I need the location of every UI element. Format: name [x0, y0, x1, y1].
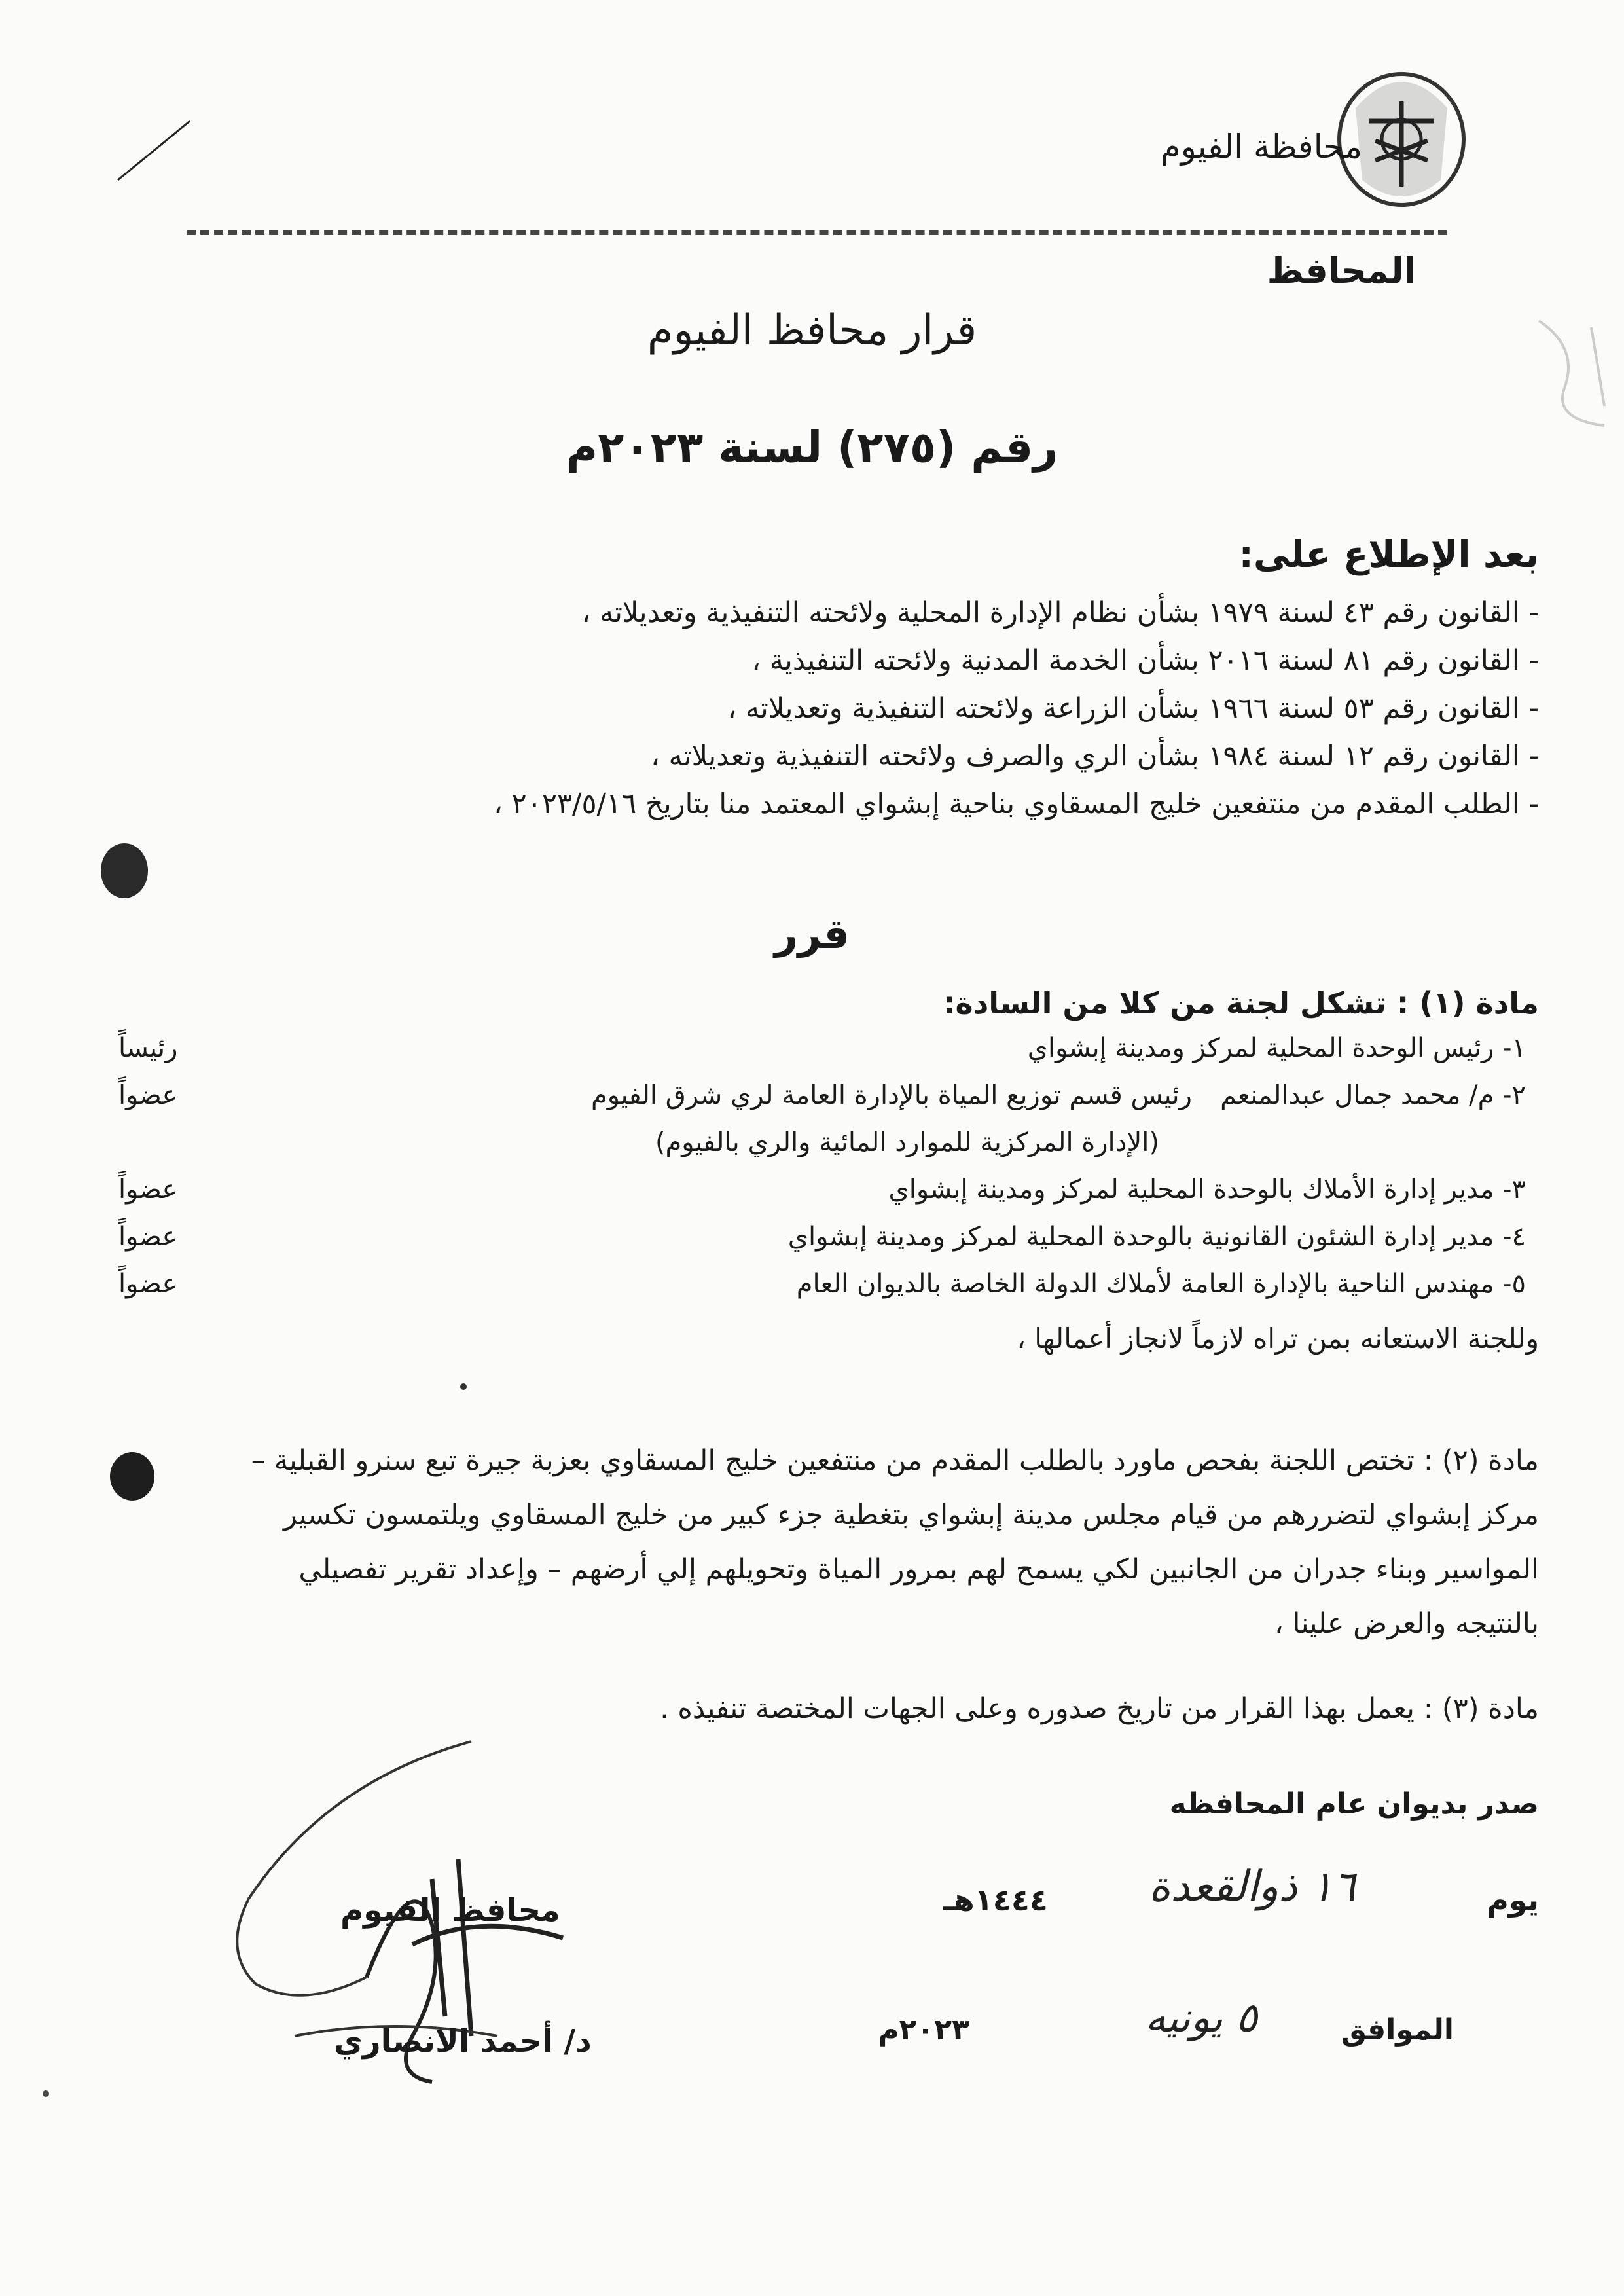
- gregorian-year: ٢٠٢٣م: [878, 2013, 969, 2047]
- committee-member-note: [118, 1127, 1526, 1175]
- preamble-list: [132, 589, 1539, 828]
- member-role: عضواً: [118, 1175, 178, 1205]
- issued-at: صدر بديوان عام المحافظه: [1169, 1787, 1539, 1821]
- member-role: عضواً: [118, 1222, 178, 1252]
- article2-text: مادة (٢) : تختص اللجنة بفحص ماورد بالطلب المقدم من منتفعين خليج المسقاوي بعزبة جيرة تبع سنرو القبلية – مركز إبشواي لتضررهم من قيام مجلس مدينة إبشواي بتغطية جزء كبير من خليج المسقاوي ويلتمسون تكسير المواسير وبناء جدران من الجانبين لكي يسمح لهم بمرور المياة وتحويلهم إلي أرضهم – وإعداد تقرير تفصيلي بالنتيجه والعرض علينا ،: [251, 1444, 1539, 1640]
- committee-member: [118, 1080, 1526, 1127]
- committee-member: [118, 1175, 1526, 1222]
- faint-margin-stamp-icon: [1526, 308, 1624, 439]
- gregorian-date-handwritten: ٥ يونيه: [1145, 1994, 1257, 2041]
- decree-title: قرار محافظ الفيوم: [647, 306, 977, 355]
- member-title: ٣- مدير إدارة الأملاك بالوحدة المحلية لمركز ومدينة إبشواي: [888, 1175, 1526, 1205]
- member-role: عضواً: [118, 1080, 178, 1110]
- committee-member: [118, 1033, 1526, 1080]
- article1-heading: مادة (١) : تشكل لجنة من كلا من السادة:: [943, 985, 1539, 1021]
- signatory-name: د/ أحمد الانصاري: [334, 2023, 592, 2060]
- gregorian-date-label: الموافق: [1341, 2013, 1454, 2047]
- member-title: ٢- م/ محمد جمال عبدالمنعم: [1220, 1080, 1526, 1110]
- speck-mark-icon: [458, 1381, 471, 1391]
- member-title: ٥- مهندس الناحية بالإدارة العامة لأملاك الدولة الخاصة بالديوان العام: [796, 1269, 1526, 1299]
- committee-members: [118, 1033, 1526, 1316]
- preamble-item: - القانون رقم ٤٣ لسنة ١٩٧٩ بشأن نظام الإدارة المحلية ولائحته التنفيذية وتعديلاته ،: [581, 596, 1539, 629]
- committee-member: [118, 1269, 1526, 1316]
- hijri-year: ١٤٤٤هـ: [943, 1882, 1048, 1918]
- decree-number: رقم (٢٧٥) لسنة ٢٠٢٣م: [566, 422, 1058, 473]
- member-title: ١- رئيس الوحدة المحلية لمركز ومدينة إبشواي: [1027, 1033, 1526, 1063]
- committee-member: [118, 1222, 1526, 1269]
- member-position: رئيس قسم توزيع المياة بالإدارة العامة لري شرق الفيوم: [590, 1080, 1192, 1110]
- speck-mark-icon: [39, 2088, 52, 2098]
- member-role: رئيساً: [118, 1033, 178, 1063]
- decided-heading: قرر: [774, 910, 850, 958]
- pen-stroke-mark-icon: [111, 115, 196, 187]
- article3-text: مادة (٣) : يعمل بهذا القرار من تاريخ صدوره وعلى الجهات المختصة تنفيذه .: [660, 1692, 1539, 1725]
- header-divider: [187, 230, 1447, 235]
- preamble-item: - القانون رقم ١٢ لسنة ١٩٨٤ بشأن الري والصرف ولائحته التنفيذية وتعديلاته ،: [650, 740, 1539, 773]
- member-role: عضواً: [118, 1269, 178, 1299]
- member-title: ٤- مدير إدارة الشئون القانونية بالوحدة المحلية لمركز ومدينة إبشواي: [787, 1222, 1526, 1252]
- member-affiliation: (الإدارة المركزية للموارد المائية والري بالفيوم): [655, 1127, 1159, 1157]
- hijri-date-handwritten: ١٦ ذوالقعدة: [1148, 1863, 1356, 1911]
- article1-tail: وللجنة الاستعانه بمن تراه لازماً لانجاز أعمالها ،: [1017, 1322, 1539, 1355]
- preamble-item: - القانون رقم ٥٣ لسنة ١٩٦٦ بشأن الزراعة ولائحته التنفيذية وتعديلاته ،: [727, 692, 1539, 725]
- preamble-item: - الطلب المقدم من منتفعين خليج المسقاوي بناحية إبشواي المعتمد منا بتاريخ ٢٠٢٣/٥/١٦ ،: [494, 788, 1539, 820]
- preamble-item: - القانون رقم ٨١ لسنة ٢٠١٦ بشأن الخدمة المدنية ولائحته التنفيذية ،: [751, 644, 1539, 677]
- punch-hole-mark-icon: [108, 1450, 157, 1503]
- hijri-date-label: يوم: [1487, 1882, 1539, 1918]
- office-title: المحافظ: [1267, 250, 1416, 291]
- punch-hole-mark-icon: [98, 841, 151, 900]
- signatory-title: محافظ الفيوم: [340, 1892, 560, 1929]
- preamble-heading: بعد الإطلاع على:: [1238, 534, 1539, 576]
- governorate-name: محافظة الفيوم: [1160, 128, 1362, 166]
